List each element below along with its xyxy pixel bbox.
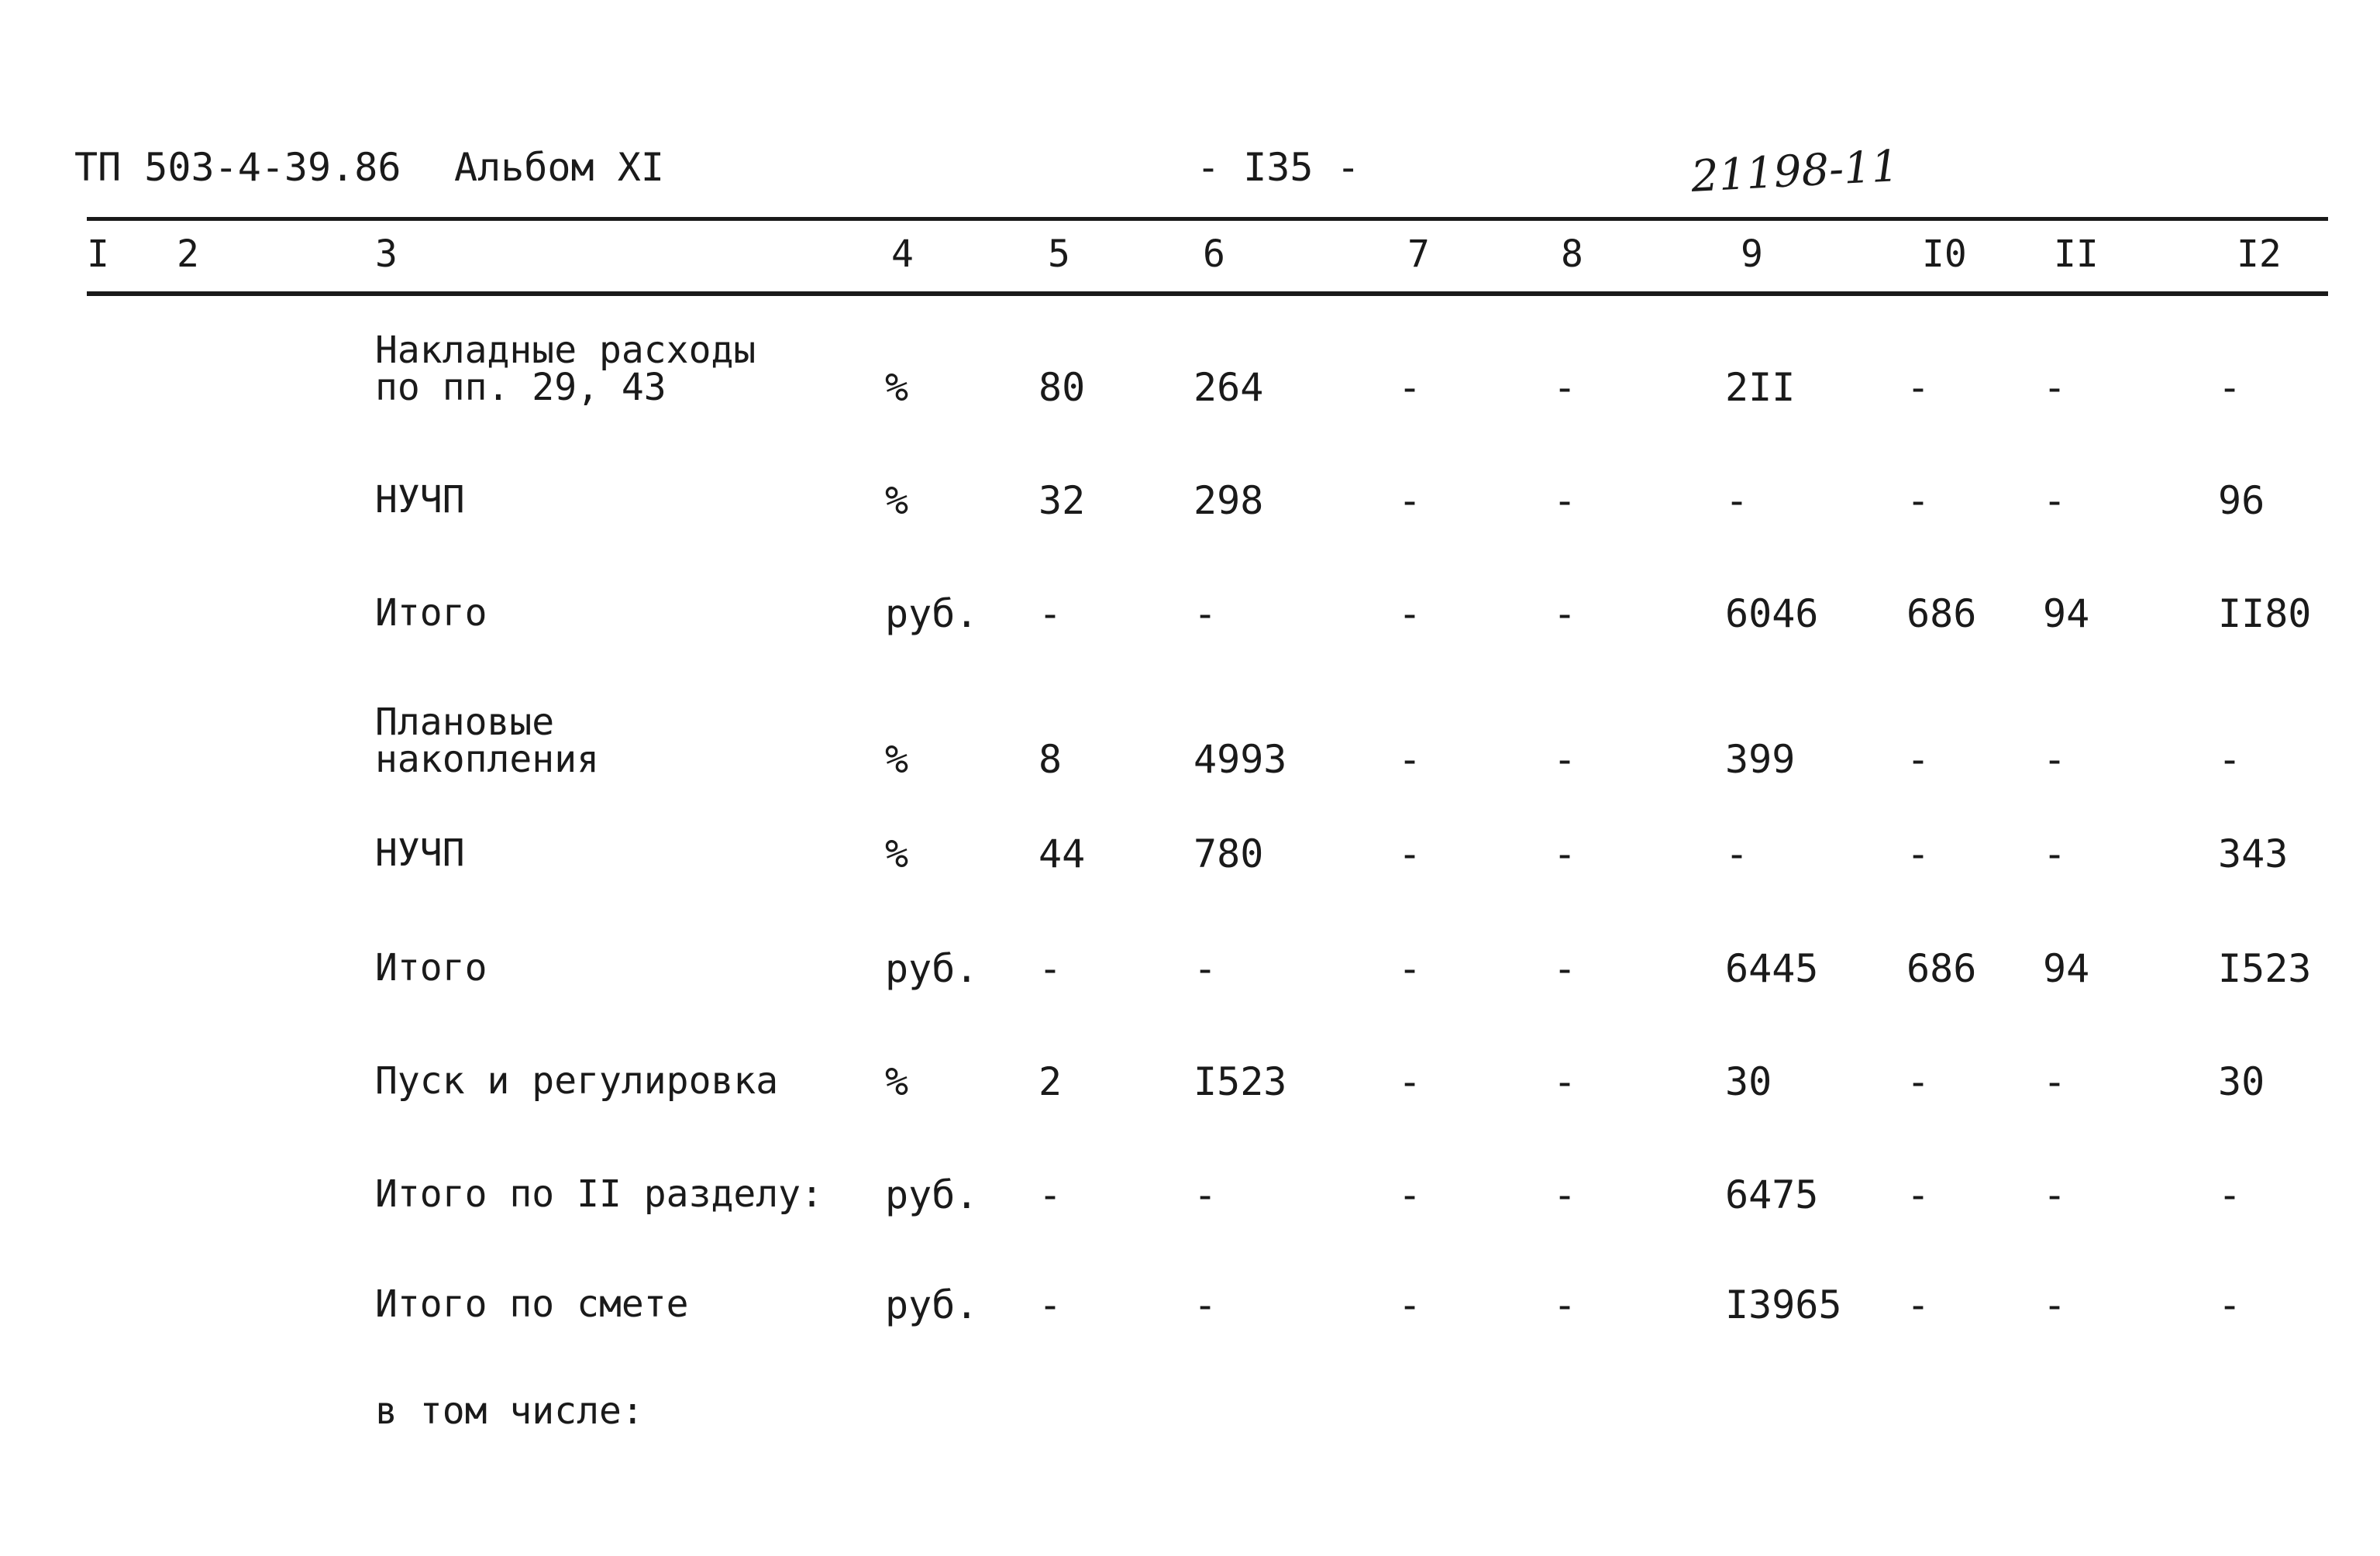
row-label: НУЧП — [375, 478, 465, 522]
column-number-3: 3 — [375, 232, 398, 276]
row-col11: - — [2043, 1059, 2067, 1104]
column-number-9: 9 — [1741, 232, 1763, 276]
row-col6: 264 — [1193, 365, 1264, 410]
row-unit: % — [885, 831, 909, 876]
row-col10: - — [1906, 737, 1931, 782]
row-col6: - — [1193, 591, 1218, 636]
column-number-1: I — [87, 232, 109, 276]
row-label: Итого — [375, 591, 487, 635]
row-col7: - — [1398, 946, 1422, 991]
row-col5: 44 — [1038, 831, 1086, 876]
row-label: Итого по II разделу: — [375, 1172, 823, 1216]
footer-text: в том числе: — [375, 1389, 644, 1433]
row-unit: руб. — [885, 1282, 979, 1327]
row-col7: - — [1398, 831, 1422, 876]
row-col7: - — [1398, 591, 1422, 636]
row-label: Накладные расходы по пп. 29, 43 — [375, 329, 756, 409]
row-col11: 94 — [2043, 591, 2090, 636]
row-col5: - — [1038, 1172, 1063, 1217]
row-col10: - — [1906, 1059, 1931, 1104]
row-col10: - — [1906, 365, 1931, 410]
row-col5: - — [1038, 1282, 1063, 1327]
column-number-6: 6 — [1203, 232, 1225, 276]
row-col7: - — [1398, 1282, 1422, 1327]
column-number-11: II — [2054, 232, 2099, 276]
row-col9: 30 — [1725, 1059, 1772, 1104]
row-col11: - — [2043, 1172, 2067, 1217]
row-col7: - — [1398, 478, 1422, 523]
row-col9: 6445 — [1725, 946, 1819, 991]
row-col11: - — [2043, 831, 2067, 876]
row-col12: - — [2218, 1172, 2242, 1217]
row-col9: - — [1725, 831, 1749, 876]
row-col6: - — [1193, 1172, 1218, 1217]
row-unit: % — [885, 737, 909, 782]
row-col9: 6475 — [1725, 1172, 1819, 1217]
row-col10: - — [1906, 831, 1931, 876]
row-col10: - — [1906, 1172, 1931, 1217]
row-col12: I523 — [2218, 946, 2312, 991]
row-col8: - — [1553, 591, 1577, 636]
row-col7: - — [1398, 737, 1422, 782]
row-col12: - — [2218, 737, 2242, 782]
row-col6: - — [1193, 946, 1218, 991]
row-col7: - — [1398, 1172, 1422, 1217]
row-unit: руб. — [885, 591, 979, 636]
row-col12: II80 — [2218, 591, 2312, 636]
row-label: Итого по смете — [375, 1282, 689, 1326]
row-col5: - — [1038, 591, 1063, 636]
row-col12: 30 — [2218, 1059, 2265, 1104]
row-label: Плановые накопления — [375, 701, 599, 781]
row-col9: I3965 — [1725, 1282, 1842, 1327]
row-col11: - — [2043, 737, 2067, 782]
page-number: - I35 - — [1197, 145, 1360, 190]
row-col6: 780 — [1193, 831, 1264, 876]
column-number-2: 2 — [177, 232, 199, 276]
row-col11: - — [2043, 478, 2067, 523]
row-col9: 2II — [1725, 365, 1796, 410]
row-col12: - — [2218, 1282, 2242, 1327]
row-unit: % — [885, 1059, 909, 1104]
row-col6: 4993 — [1193, 737, 1287, 782]
row-col11: - — [2043, 1282, 2067, 1327]
document-code: ТП 503-4-39.86 — [74, 145, 401, 190]
row-unit: руб. — [885, 1172, 979, 1217]
row-col7: - — [1398, 365, 1422, 410]
row-col6: 298 — [1193, 478, 1264, 523]
row-col8: - — [1553, 737, 1577, 782]
row-col12: - — [2218, 365, 2242, 410]
column-number-7: 7 — [1407, 232, 1430, 276]
row-col5: 2 — [1038, 1059, 1063, 1104]
row-col8: - — [1553, 1059, 1577, 1104]
row-unit: % — [885, 478, 909, 523]
row-col11: - — [2043, 365, 2067, 410]
row-label: Итого — [375, 946, 487, 990]
row-col8: - — [1553, 946, 1577, 991]
column-number-4: 4 — [891, 232, 914, 276]
album-title: Альбом XI — [454, 145, 664, 190]
row-col6: - — [1193, 1282, 1218, 1327]
header-rule — [87, 291, 2328, 296]
column-number-10: I0 — [1922, 232, 1967, 276]
row-col10: 686 — [1906, 591, 1977, 636]
row-label: Пуск и регулировка — [375, 1059, 779, 1103]
row-col10: 686 — [1906, 946, 1977, 991]
column-number-8: 8 — [1561, 232, 1583, 276]
row-col8: - — [1553, 1172, 1577, 1217]
row-unit: % — [885, 365, 909, 410]
row-unit: руб. — [885, 946, 979, 991]
row-col9: 6046 — [1725, 591, 1819, 636]
row-col10: - — [1906, 478, 1931, 523]
row-col6: I523 — [1193, 1059, 1287, 1104]
row-col12: 96 — [2218, 478, 2265, 523]
row-col5: 32 — [1038, 478, 1086, 523]
top-rule — [87, 217, 2328, 221]
row-col11: 94 — [2043, 946, 2090, 991]
row-col9: 399 — [1725, 737, 1796, 782]
row-col5: 80 — [1038, 365, 1086, 410]
row-col5: - — [1038, 946, 1063, 991]
handwritten-code: 21198-11 — [1689, 141, 1900, 202]
row-col5: 8 — [1038, 737, 1063, 782]
column-number-12: I2 — [2237, 232, 2282, 276]
row-col12: 343 — [2218, 831, 2289, 876]
column-number-5: 5 — [1048, 232, 1070, 276]
row-col7: - — [1398, 1059, 1422, 1104]
row-label: НУЧП — [375, 831, 465, 875]
row-col8: - — [1553, 365, 1577, 410]
row-col8: - — [1553, 478, 1577, 523]
row-col8: - — [1553, 831, 1577, 876]
row-col10: - — [1906, 1282, 1931, 1327]
row-col8: - — [1553, 1282, 1577, 1327]
row-col9: - — [1725, 478, 1749, 523]
